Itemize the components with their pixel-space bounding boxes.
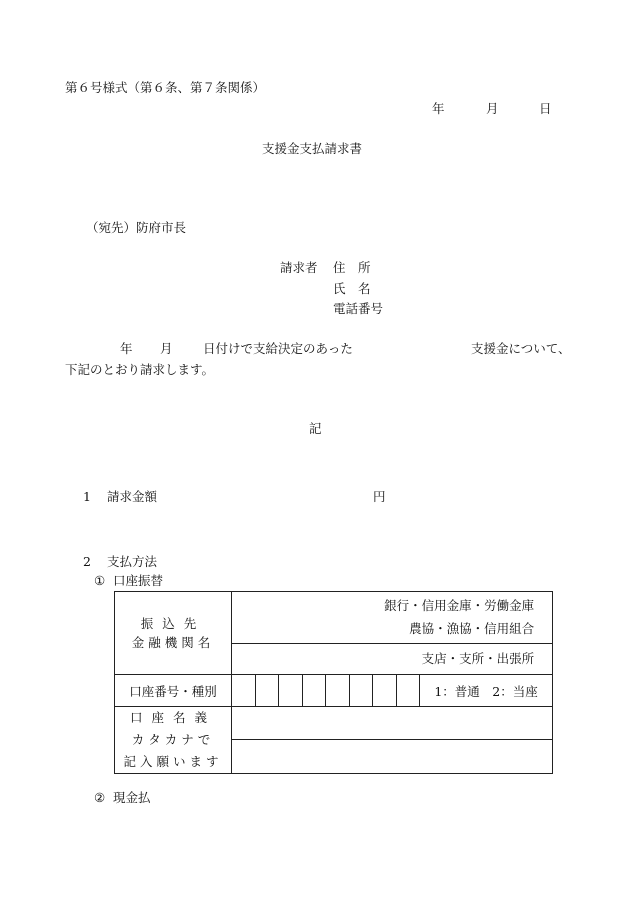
- holder-name-cell[interactable]: [232, 740, 553, 773]
- bank-types-cell[interactable]: [232, 592, 553, 644]
- claimant-label: 請求者: [280, 260, 318, 275]
- account-digit-4[interactable]: [303, 675, 326, 707]
- ki-heading: 記: [309, 421, 322, 436]
- option2-marker: ②: [94, 790, 106, 805]
- document-title: 支援金支払請求書: [262, 141, 363, 156]
- account-type: 1：普通 2：当座: [434, 683, 538, 699]
- account-digit-2[interactable]: [256, 675, 279, 707]
- date-year: 年: [432, 101, 445, 116]
- account-digit-7[interactable]: [373, 675, 397, 707]
- account-digit-3[interactable]: [279, 675, 303, 707]
- item1-number: 1: [83, 489, 91, 504]
- address-label: 住 所: [333, 260, 371, 275]
- phone-label: 電話番号: [333, 301, 384, 316]
- body-month: 月: [160, 341, 173, 356]
- holder-label-line1: 口座名義: [129, 710, 216, 725]
- body-line2: 下記のとおり請求します。: [65, 362, 215, 377]
- account-digit-8[interactable]: [397, 675, 420, 707]
- option1-label: 口座振替: [113, 573, 164, 588]
- date-day: 日: [539, 101, 552, 116]
- account-digit-1[interactable]: [232, 675, 256, 707]
- addressee: （宛先）防府市長: [86, 220, 187, 235]
- account-label-cell: [115, 675, 232, 707]
- item2-label: 支払方法: [107, 554, 158, 569]
- account-digit-5[interactable]: [326, 675, 350, 707]
- account-type-cell[interactable]: [420, 675, 553, 707]
- option1-marker: ①: [94, 573, 106, 588]
- bank-label-line1: 振込先: [140, 615, 206, 631]
- bank-types-line1: 銀行・信用金庫・労働金庫: [384, 598, 535, 613]
- bank-transfer-table: [114, 591, 553, 774]
- holder-label-cell: [115, 707, 232, 774]
- item1-unit: 円: [373, 489, 386, 504]
- holder-label-line2: カタカナで: [131, 731, 215, 747]
- holder-label-line3: 記入願います: [123, 753, 223, 769]
- bank-label-line2: 金融機関名: [131, 635, 215, 650]
- item2-number: 2: [83, 554, 91, 569]
- bank-name-label-cell: [115, 592, 232, 675]
- body-end: 支援金について、: [471, 341, 571, 356]
- branch-cell[interactable]: [232, 644, 553, 675]
- bank-types-line2: 農協・漁協・信用組合: [409, 620, 535, 636]
- branch-types: 支店・支所・出張所: [421, 650, 535, 666]
- body-year: 年: [120, 341, 133, 356]
- item1-label: 請求金額: [107, 489, 158, 504]
- account-digit-6[interactable]: [350, 675, 373, 707]
- date-month: 月: [486, 101, 499, 116]
- name-label: 氏 名: [333, 281, 371, 296]
- option2-label: 現金払: [113, 790, 151, 805]
- account-label: 口座番号・種別: [129, 683, 217, 699]
- holder-kana-cell[interactable]: [232, 707, 553, 740]
- form-number: 第６号様式（第６条、第７条関係）: [65, 80, 266, 95]
- body-mid: 日付けで支給決定のあった: [203, 341, 353, 356]
